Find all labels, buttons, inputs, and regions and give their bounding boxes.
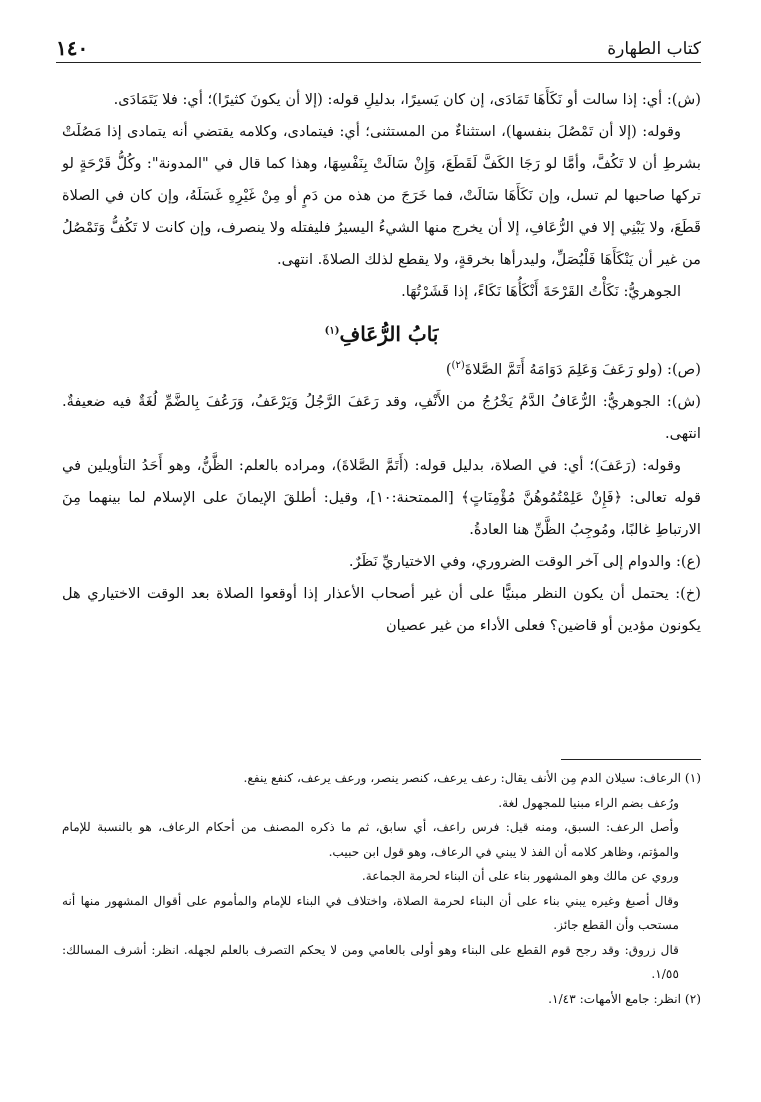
paragraph-sharh-2: (ش): الجوهريُّ: الرُّعَافُ الدَّمُ يَخْرُجُ من الأَنْفِ، وقد رَعَفَ الرَّجُلُ وَيَرْعَفُ، وَرَعُفَ بِالضَّمِّ لُغَةٌ فيه ضعيفةٌ. انتهى.	[62, 393, 701, 442]
paragraph-matn	[62, 354, 701, 386]
matn-close: )	[445, 361, 452, 378]
footnote-1-line-1: (١) الرعاف: سيلان الدم مِن الأنف يقال: رعف يرعف، كنصر ينصر، ورعف يرعف، كنفع ينفع.	[243, 771, 701, 785]
matn-text: (ص): (ولو رَعَفَ وَعَلِمَ دَوَامَهُ أَتَمَّ الصَّلاةَ	[464, 361, 701, 378]
footnote-1-line-5: وقال أصبغ وغيره يبني بناء على أن البناء لحرمة الصلاة، واختلاف في البناء للإمام والمأموم على أقوال المشهور منها أنه مستحب وأن القطع جائز.	[62, 893, 679, 932]
footnote-separator	[561, 759, 701, 760]
paragraph-sharh-1: (ش): أي: إذا سالت أو نَكَأَهَا تَمَادَى، إن كان يَسيرًا، بدليلِ قوله: (إلا أن يكونَ كثيرًا)؛ أي: فلا يَتَمَادَى.	[113, 91, 701, 108]
chapter-title	[62, 316, 701, 352]
main-text	[62, 84, 701, 642]
footnotes	[62, 766, 701, 1011]
footnote-1-line-3: وأصل الرعف: السبق، ومنه قيل: فرس راعف، أي سابق، ثم ما ذكره المصنف من أحكام الرعاف، هو بالنسبة للإمام والمؤتم، وظاهر كلامه أن الفذ لا يبني في الرعاف، وهو قول ابن حبيب.	[62, 820, 679, 859]
footnote-2: (٢) انظر: جامع الأمهات: ١/٤٣.	[548, 991, 701, 1006]
chapter-title-text: بَابُ الرُّعَافِ	[339, 322, 439, 346]
footnote-ref-1: (١)	[324, 325, 340, 337]
paragraph-jawhari-1: الجوهريُّ: نَكَأْتُ القَرْحَةَ أَنْكَأُهَا نَكَاءً، إذا قَشَرْتُهَا.	[401, 283, 681, 300]
footnote-ref-2: (٢)	[451, 360, 465, 372]
page-number: ١٤٠	[56, 36, 89, 60]
page-header	[56, 32, 701, 63]
footnote-1-line-4: وروي عن مالك وهو المشهور بناء على أن البناء لحرمة الجماعة.	[361, 869, 679, 883]
paragraph-ain: (ع): والدوام إلى آخر الوقت الضروري، وفي الاختياريِّ نَظَرٌ.	[348, 553, 701, 570]
footnote-1-line-6: قال زروق: وقد رجح قوم القطع على البناء وهو أولى بالعامي ومن لا يحكم التصرف بالعلم لجهله. انظر: أشرف المسالك: ١/٥٥.	[62, 942, 679, 981]
running-title: كتاب الطهارة	[607, 39, 701, 59]
paragraph-qawluhu-2: وقوله: (رَعَفَ)؛ أي: في الصلاة، بدليل قوله: (أَتَمَّ الصَّلاةَ)، ومراده بالعلم: الظَّنُّ، وهو أَحَدُ التأويلين في قوله تعالى: ﴿فَإِنْ عَلِمْتُمُوهُنَّ مُؤْمِنَاتٍ﴾ [الممتحنة:١٠]، وقيل: أطلقَ الإيمانَ على الإسلام لما بينهما مِنَ الارتباطِ غالبًا، ومُوجِبُ الظَّنِّ هنا العادةُ.	[62, 457, 701, 538]
footnote-1-line-2: ورُعف بضم الراء مبنيا للمجهول لغة.	[498, 795, 679, 810]
paragraph-qawluhu-1: وقوله: (إلا أن تَمْصُلَ بنفسها)، استثناءٌ من المستثنى؛ أي: فيتمادى، وكلامه يقتضي أنه يتمادى إذا مَصُلَتْ بشرطِ أن لا تَكُفَّ، وأمَّا لو رَجَا الكَفَّ لَقَطَعَ، وَإِنْ سَالَتْ بِنَفْسِهَا، وهذا كما قال في "المدونة": وكُلُّ قَرْحَةٍ لو تركها صاحبها لم تسل، وإن نَكَأَهَا سَالَتْ، فما خَرَجَ من هذه من دَمٍ أو مِنْ غَيْرِهِ غَسَلَهُ، وإن كان في الصلاة قَطَعَ، ولا يَبْنِي إلا في الرُّعَافِ، إلا أن يخرج منها الشيءُ اليسيرُ فليفتله ولا ينصرف، وإن كانت لا تَكُفُّ وَتَمْصُلُ من غير أن يَنْكَأَهَا فَلْيُصَلِّ، وليدرأها بخرقةٍ، ولا يقطع لذلك الصلاةَ. انتهى.	[62, 123, 701, 268]
paragraph-kha: (خ): يحتمل أن يكون النظر مبنيًّا على أن غير أصحاب الأعذار إذا أوقعوا الصلاة بعد الوقت الاختياري هل يكونون مؤدين أو قاضين؟ فعلى الأداء من غير عصيان	[62, 585, 701, 634]
